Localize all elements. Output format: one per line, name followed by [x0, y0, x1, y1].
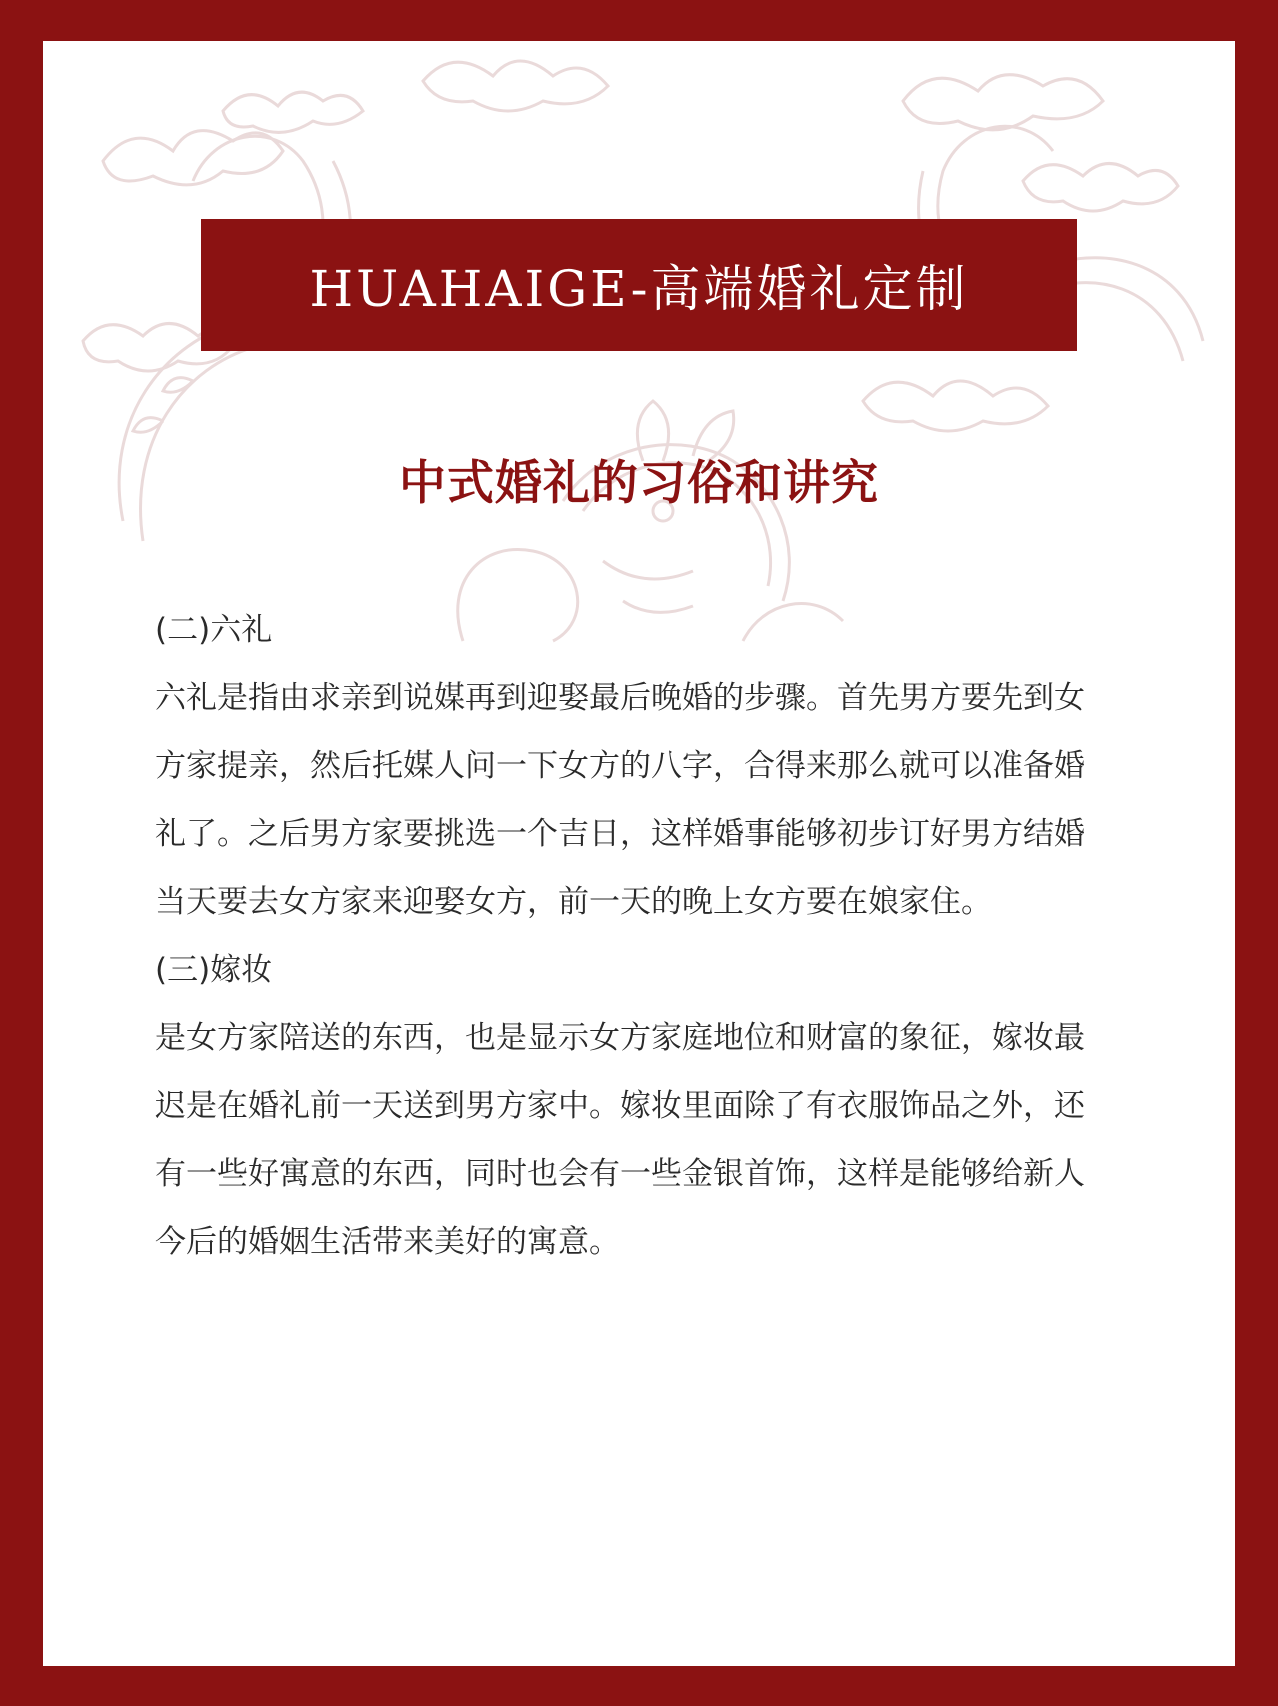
page-title: 中式婚礼的习俗和讲究	[399, 456, 879, 511]
brand-banner-title: HUAHAIGE-高端婚礼定制	[309, 260, 969, 318]
section-paragraph: 是女方家陪送的东西，也是显示女方家庭地位和财富的象征，嫁妆最迟是在婚礼前一天送到男方家中。嫁妆里面除了有衣服饰品之外，还有一些好寓意的东西，同时也会有一些金银首饰，这样是能够给新人今后的婚姻生活带来美好的寓意。	[155, 1020, 1085, 1260]
section-paragraph: 六礼是指由求亲到说媒再到迎娶最后晚婚的步骤。首先男方要先到女方家提亲，然后托媒人问一下女方的八字，合得来那么就可以准备婚礼了。之后男方家要挑选一个吉日，这样婚事能够初步订好男方结婚当天要去女方家来迎娶女方，前一天的晚上女方要在娘家住。	[155, 680, 1085, 920]
page-frame	[43, 41, 1235, 1666]
dragon-cloud-pattern	[43, 41, 1235, 661]
section-heading: (三)嫁妆	[155, 952, 273, 988]
brand-banner	[201, 219, 1077, 351]
article-body	[155, 596, 1115, 1276]
section-heading: (二)六礼	[155, 612, 273, 648]
